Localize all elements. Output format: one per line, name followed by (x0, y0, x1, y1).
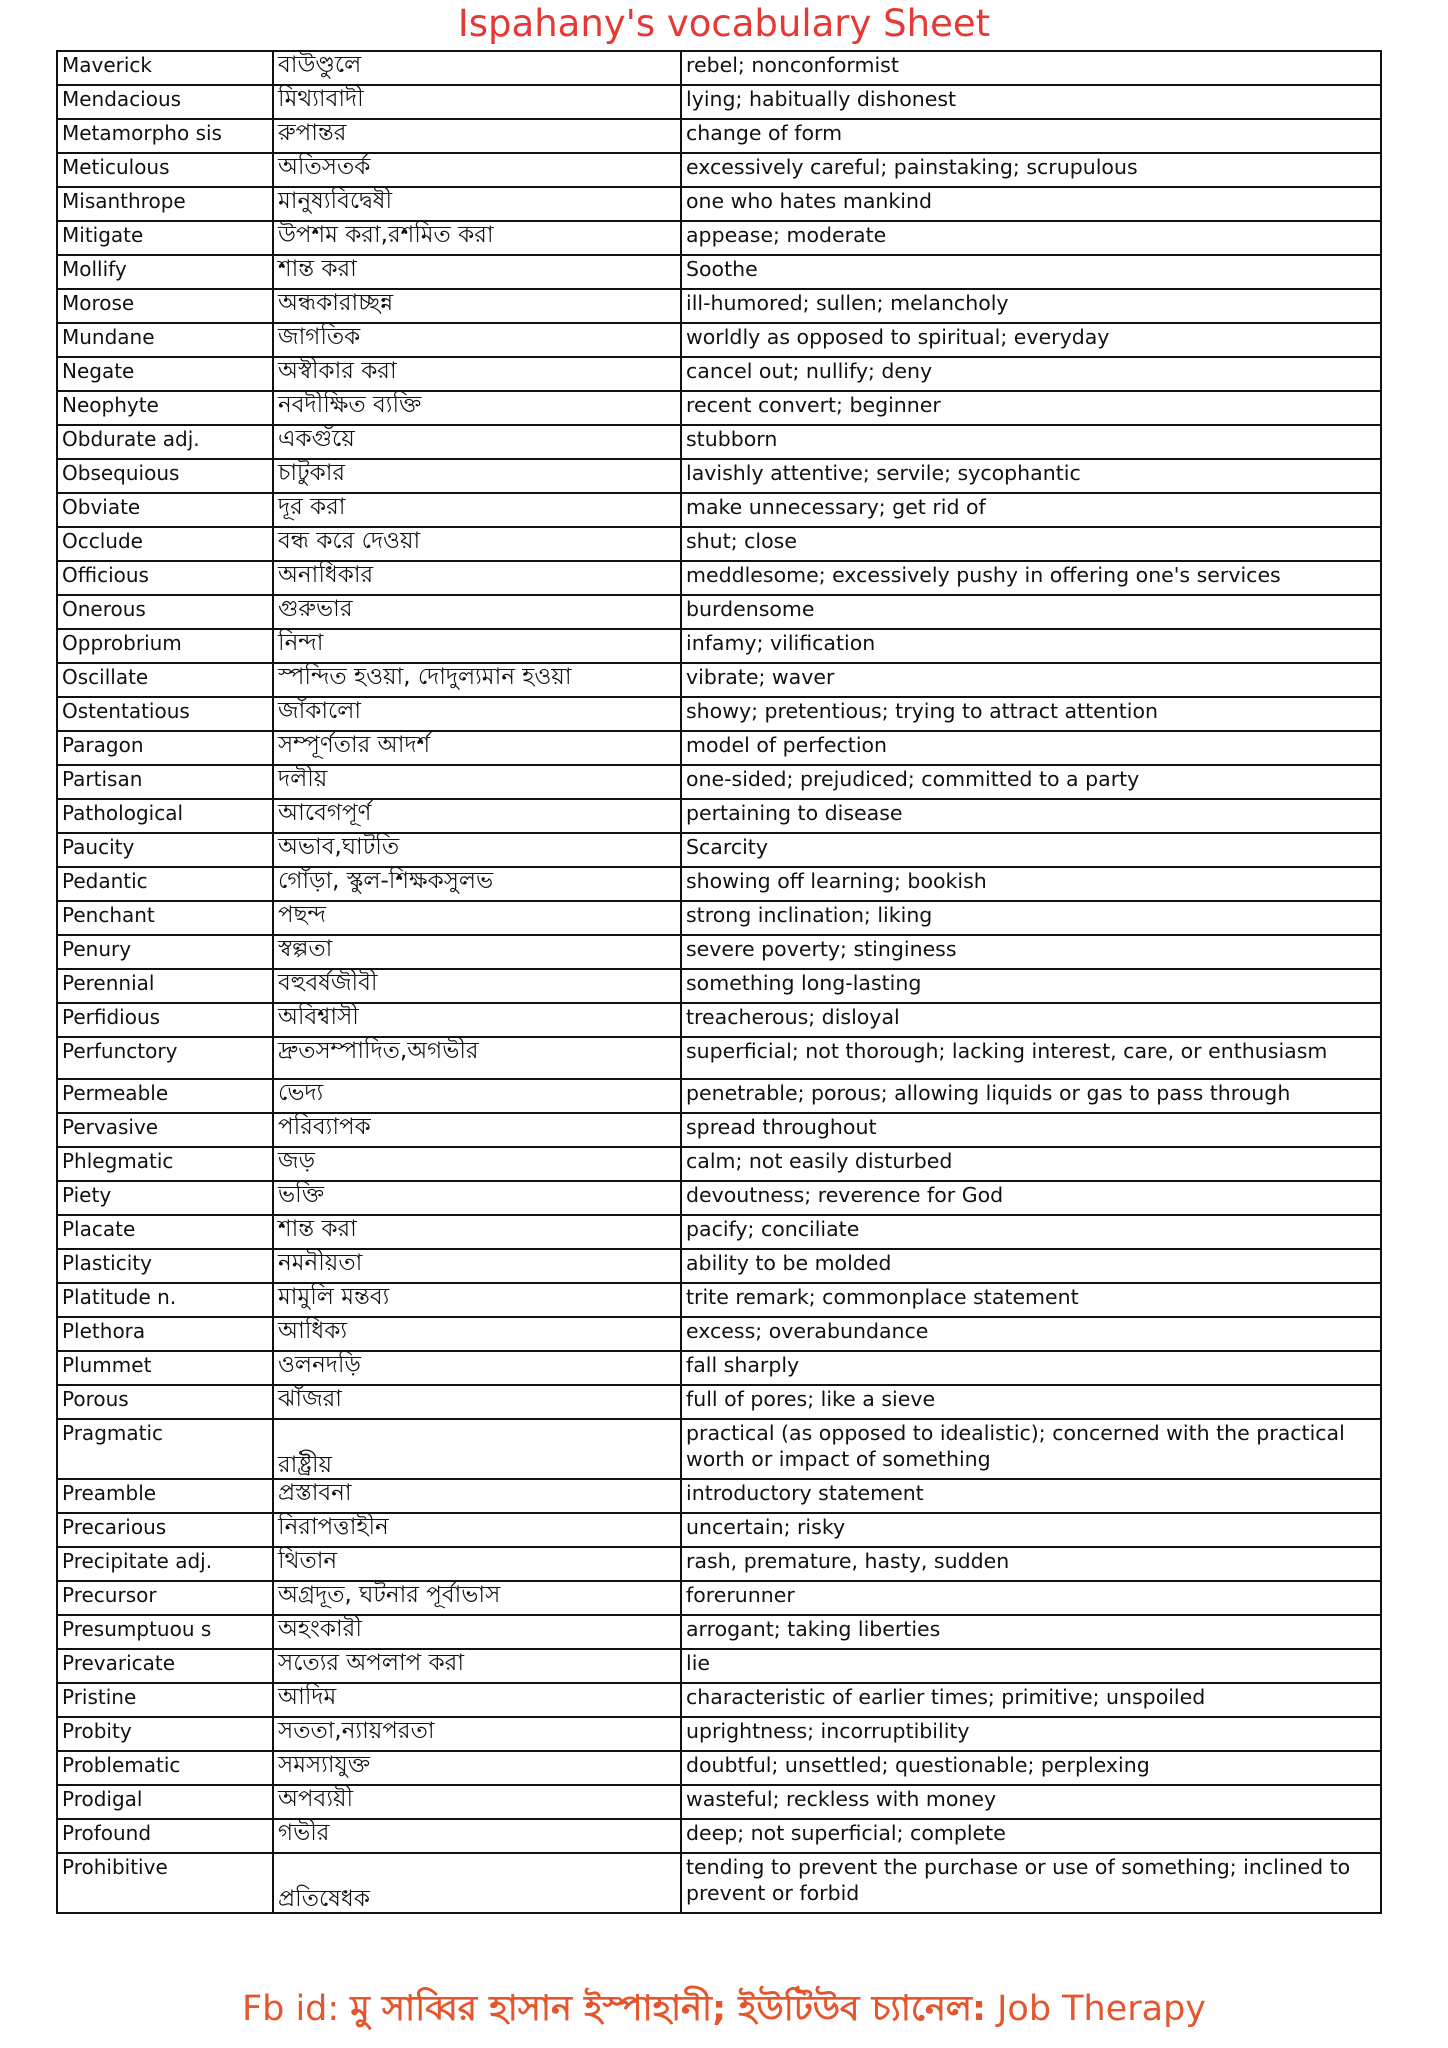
table-row (57, 1649, 1381, 1683)
bangla-meaning-cell: স্পন্দিত হওয়া, দোদুল্যমান হওয়া (273, 663, 681, 697)
table-row (57, 1113, 1381, 1147)
english-meaning-cell: rash, premature, hasty, sudden (681, 1547, 1381, 1581)
word-cell: Prodigal (57, 1785, 273, 1819)
word-cell: Neophyte (57, 391, 273, 425)
table-row (57, 1037, 1381, 1079)
bangla-meaning-cell: অন্ধকারাচ্ছন্ন (273, 289, 681, 323)
word-cell: Presumptuou s (57, 1615, 273, 1649)
table-row (57, 697, 1381, 731)
english-meaning-cell: one who hates mankind (681, 187, 1381, 221)
bangla-meaning-cell: পছন্দ (273, 901, 681, 935)
english-meaning-cell: devoutness; reverence for God (681, 1181, 1381, 1215)
word-cell: Permeable (57, 1079, 273, 1113)
word-cell: Placate (57, 1215, 273, 1249)
table-row (57, 527, 1381, 561)
table-row (57, 629, 1381, 663)
word-cell: Morose (57, 289, 273, 323)
bangla-meaning-cell: আদিম (273, 1683, 681, 1717)
table-row (57, 493, 1381, 527)
english-meaning-cell: excessively careful; painstaking; scrupulous (681, 153, 1381, 187)
word-cell: Paragon (57, 731, 273, 765)
english-meaning-cell: model of perfection (681, 731, 1381, 765)
english-meaning-cell: Scarcity (681, 833, 1381, 867)
bangla-meaning-cell: অপব্যয়ী (273, 1785, 681, 1819)
english-meaning-cell: rebel; nonconformist (681, 51, 1381, 85)
english-meaning-cell: something long-lasting (681, 969, 1381, 1003)
english-meaning-cell: strong inclination; liking (681, 901, 1381, 935)
bangla-meaning-cell: আবেগপূর্ণ (273, 799, 681, 833)
english-meaning-cell: lavishly attentive; servile; sycophantic (681, 459, 1381, 493)
table-row (57, 901, 1381, 935)
bangla-meaning-cell: দ্রুতসম্পাদিত,অগভীর (273, 1037, 681, 1079)
english-meaning-cell: spread throughout (681, 1113, 1381, 1147)
table-row (57, 1581, 1381, 1615)
word-cell: Phlegmatic (57, 1147, 273, 1181)
bangla-meaning-cell: অতিসতর্ক (273, 153, 681, 187)
english-meaning-cell: showing off learning; bookish (681, 867, 1381, 901)
english-meaning-cell: excess; overabundance (681, 1317, 1381, 1351)
table-row (57, 1147, 1381, 1181)
table-row (57, 561, 1381, 595)
word-cell: Profound (57, 1819, 273, 1853)
english-meaning-cell: lying; habitually dishonest (681, 85, 1381, 119)
english-meaning-cell: one-sided; prejudiced; committed to a party (681, 765, 1381, 799)
english-meaning-cell: wasteful; reckless with money (681, 1785, 1381, 1819)
word-cell: Officious (57, 561, 273, 595)
word-cell: Meticulous (57, 153, 273, 187)
english-meaning-cell: appease; moderate (681, 221, 1381, 255)
bangla-meaning-cell: গোঁড়া, স্কুল-শিক্ষকসুলভ (273, 867, 681, 901)
table-row (57, 1351, 1381, 1385)
word-cell: Paucity (57, 833, 273, 867)
english-meaning-cell: practical (as opposed to idealistic); concerned with the practical worth or impact of something (681, 1419, 1381, 1479)
word-cell: Onerous (57, 595, 273, 629)
table-row (57, 221, 1381, 255)
footer-author-name: মু সাব্বির হাসান ইস্পাহানী; ইউটিউব চ্যানেল: (350, 1989, 986, 2029)
table-row (57, 1419, 1381, 1479)
footer-credit (0, 1985, 1448, 2033)
table-row (57, 187, 1381, 221)
bangla-meaning-cell: বাউণ্ডুলে (273, 51, 681, 85)
english-meaning-cell: severe poverty; stinginess (681, 935, 1381, 969)
word-cell: Precursor (57, 1581, 273, 1615)
bangla-meaning-cell: অস্বীকার করা (273, 357, 681, 391)
table-row (57, 595, 1381, 629)
bangla-meaning-cell: ওলনদড়ি (273, 1351, 681, 1385)
bangla-meaning-cell: জড় (273, 1147, 681, 1181)
word-cell: Perfidious (57, 1003, 273, 1037)
word-cell: Mendacious (57, 85, 273, 119)
word-cell: Maverick (57, 51, 273, 85)
english-meaning-cell: penetrable; porous; allowing liquids or gas to pass through (681, 1079, 1381, 1113)
word-cell: Plethora (57, 1317, 273, 1351)
table-row (57, 833, 1381, 867)
table-row (57, 765, 1381, 799)
bangla-meaning-cell: প্রস্তাবনা (273, 1479, 681, 1513)
bangla-meaning-cell: নিন্দা (273, 629, 681, 663)
table-row (57, 119, 1381, 153)
english-meaning-cell: pertaining to disease (681, 799, 1381, 833)
word-cell: Problematic (57, 1751, 273, 1785)
table-row (57, 459, 1381, 493)
word-cell: Preamble (57, 1479, 273, 1513)
table-row (57, 1283, 1381, 1317)
english-meaning-cell: doubtful; unsettled; questionable; perplexing (681, 1751, 1381, 1785)
bangla-meaning-cell: ঝাঁজরা (273, 1385, 681, 1419)
word-cell: Pathological (57, 799, 273, 833)
english-meaning-cell: infamy; vilification (681, 629, 1381, 663)
word-cell: Mundane (57, 323, 273, 357)
english-meaning-cell: deep; not superficial; complete (681, 1819, 1381, 1853)
bangla-meaning-cell: প্রতিষেধক (273, 1853, 681, 1913)
english-meaning-cell: ability to be molded (681, 1249, 1381, 1283)
english-meaning-cell: introductory statement (681, 1479, 1381, 1513)
word-cell: Opprobrium (57, 629, 273, 663)
bangla-meaning-cell: একগুঁয়ে (273, 425, 681, 459)
table-row (57, 1385, 1381, 1419)
english-meaning-cell: shut; close (681, 527, 1381, 561)
english-meaning-cell: Soothe (681, 255, 1381, 289)
english-meaning-cell: fall sharply (681, 1351, 1381, 1385)
bangla-meaning-cell: রাষ্ট্রীয় (273, 1419, 681, 1479)
table-row (57, 799, 1381, 833)
english-meaning-cell: stubborn (681, 425, 1381, 459)
bangla-meaning-cell: দূর করা (273, 493, 681, 527)
bangla-meaning-cell: বন্ধ করে দেওয়া (273, 527, 681, 561)
table-row (57, 1003, 1381, 1037)
word-cell: Obdurate adj. (57, 425, 273, 459)
english-meaning-cell: pacify; conciliate (681, 1215, 1381, 1249)
table-row (57, 357, 1381, 391)
table-row (57, 1547, 1381, 1581)
table-row (57, 935, 1381, 969)
vocabulary-table-body (57, 51, 1381, 1913)
word-cell: Plasticity (57, 1249, 273, 1283)
english-meaning-cell: worldly as opposed to spiritual; everyday (681, 323, 1381, 357)
table-row (57, 1079, 1381, 1113)
bangla-meaning-cell: অবিশ্বাসী (273, 1003, 681, 1037)
word-cell: Probity (57, 1717, 273, 1751)
bangla-meaning-cell: মামুলি মন্তব্য (273, 1283, 681, 1317)
bangla-meaning-cell: জাগতিক (273, 323, 681, 357)
bangla-meaning-cell: জাঁকালো (273, 697, 681, 731)
english-meaning-cell: trite remark; commonplace statement (681, 1283, 1381, 1317)
word-cell: Negate (57, 357, 273, 391)
word-cell: Pragmatic (57, 1419, 273, 1479)
bangla-meaning-cell: অনাধিকার (273, 561, 681, 595)
table-row (57, 85, 1381, 119)
table-row (57, 663, 1381, 697)
english-meaning-cell: cancel out; nullify; deny (681, 357, 1381, 391)
bangla-meaning-cell: গভীর (273, 1819, 681, 1853)
table-row (57, 153, 1381, 187)
word-cell: Plummet (57, 1351, 273, 1385)
word-cell: Piety (57, 1181, 273, 1215)
bangla-meaning-cell: মানুষ্যবিদ্বেষী (273, 187, 681, 221)
bangla-meaning-cell: রুপান্তর (273, 119, 681, 153)
word-cell: Metamorpho sis (57, 119, 273, 153)
word-cell: Perennial (57, 969, 273, 1003)
table-row (57, 425, 1381, 459)
english-meaning-cell: characteristic of earlier times; primitive; unspoiled (681, 1683, 1381, 1717)
word-cell: Prevaricate (57, 1649, 273, 1683)
word-cell: Pristine (57, 1683, 273, 1717)
bangla-meaning-cell: নবদীক্ষিত ব্যক্তি (273, 391, 681, 425)
word-cell: Mitigate (57, 221, 273, 255)
word-cell: Partisan (57, 765, 273, 799)
bangla-meaning-cell: চাটুকার (273, 459, 681, 493)
english-meaning-cell: treacherous; disloyal (681, 1003, 1381, 1037)
table-row (57, 1819, 1381, 1853)
english-meaning-cell: vibrate; waver (681, 663, 1381, 697)
table-row (57, 1853, 1381, 1913)
word-cell: Ostentatious (57, 697, 273, 731)
english-meaning-cell: change of form (681, 119, 1381, 153)
word-cell: Penury (57, 935, 273, 969)
table-row (57, 731, 1381, 765)
bangla-meaning-cell: অগ্রদূত, ঘটনার পূর্বাভাস (273, 1581, 681, 1615)
table-row (57, 323, 1381, 357)
table-row (57, 969, 1381, 1003)
footer-prefix: Fb id: (241, 1989, 351, 2029)
table-row (57, 51, 1381, 85)
bangla-meaning-cell: সমস্যাযুক্ত (273, 1751, 681, 1785)
bangla-meaning-cell: অভাব,ঘাটতি (273, 833, 681, 867)
bangla-meaning-cell: দলীয় (273, 765, 681, 799)
bangla-meaning-cell: শান্ত করা (273, 255, 681, 289)
table-row (57, 289, 1381, 323)
table-row (57, 1513, 1381, 1547)
english-meaning-cell: showy; pretentious; trying to attract attention (681, 697, 1381, 731)
bangla-meaning-cell: উপশম করা,রশমিত করা (273, 221, 681, 255)
english-meaning-cell: recent convert; beginner (681, 391, 1381, 425)
word-cell: Precarious (57, 1513, 273, 1547)
bangla-meaning-cell: অহংকারী (273, 1615, 681, 1649)
english-meaning-cell: tending to prevent the purchase or use of something; inclined to prevent or forbid (681, 1853, 1381, 1913)
english-meaning-cell: calm; not easily disturbed (681, 1147, 1381, 1181)
table-row (57, 1615, 1381, 1649)
english-meaning-cell: meddlesome; excessively pushy in offering one's services (681, 561, 1381, 595)
word-cell: Perfunctory (57, 1037, 273, 1079)
bangla-meaning-cell: মিথ্যাবাদী (273, 85, 681, 119)
table-row (57, 1479, 1381, 1513)
bangla-meaning-cell: নমনীয়তা (273, 1249, 681, 1283)
bangla-meaning-cell: গুরুভার (273, 595, 681, 629)
word-cell: Platitude n. (57, 1283, 273, 1317)
bangla-meaning-cell: ভক্তি (273, 1181, 681, 1215)
english-meaning-cell: forerunner (681, 1581, 1381, 1615)
bangla-meaning-cell: থিতান (273, 1547, 681, 1581)
table-row (57, 1717, 1381, 1751)
table-row (57, 391, 1381, 425)
word-cell: Mollify (57, 255, 273, 289)
english-meaning-cell: burdensome (681, 595, 1381, 629)
word-cell: Porous (57, 1385, 273, 1419)
english-meaning-cell: ill-humored; sullen; melancholy (681, 289, 1381, 323)
bangla-meaning-cell: শান্ত করা (273, 1215, 681, 1249)
english-meaning-cell: lie (681, 1649, 1381, 1683)
word-cell: Obviate (57, 493, 273, 527)
table-row (57, 1751, 1381, 1785)
bangla-meaning-cell: ভেদ্য (273, 1079, 681, 1113)
vocabulary-table (56, 50, 1382, 1914)
english-meaning-cell: make unnecessary; get rid of (681, 493, 1381, 527)
table-row (57, 1181, 1381, 1215)
bangla-meaning-cell: আধিক্য (273, 1317, 681, 1351)
word-cell: Pervasive (57, 1113, 273, 1147)
english-meaning-cell: uncertain; risky (681, 1513, 1381, 1547)
english-meaning-cell: uprightness; incorruptibility (681, 1717, 1381, 1751)
word-cell: Prohibitive (57, 1853, 273, 1913)
english-meaning-cell: full of pores; like a sieve (681, 1385, 1381, 1419)
table-row (57, 1785, 1381, 1819)
word-cell: Obsequious (57, 459, 273, 493)
word-cell: Penchant (57, 901, 273, 935)
table-row (57, 1249, 1381, 1283)
english-meaning-cell: arrogant; taking liberties (681, 1615, 1381, 1649)
bangla-meaning-cell: স্বল্পতা (273, 935, 681, 969)
sheet-title: Ispahany's vocabulary Sheet (457, 2, 991, 45)
word-cell: Misanthrope (57, 187, 273, 221)
bangla-meaning-cell: পরিব্যাপক (273, 1113, 681, 1147)
bangla-meaning-cell: নিরাপত্তাহীন (273, 1513, 681, 1547)
word-cell: Precipitate adj. (57, 1547, 273, 1581)
table-row (57, 1215, 1381, 1249)
table-row (57, 867, 1381, 901)
bangla-meaning-cell: সম্পূর্ণতার আদর্শ (273, 731, 681, 765)
table-row (57, 1683, 1381, 1717)
table-row (57, 255, 1381, 289)
footer-channel-name: Job Therapy (985, 1989, 1207, 2029)
word-cell: Oscillate (57, 663, 273, 697)
bangla-meaning-cell: সততা,ন্যায়পরতা (273, 1717, 681, 1751)
word-cell: Occlude (57, 527, 273, 561)
word-cell: Pedantic (57, 867, 273, 901)
table-row (57, 1317, 1381, 1351)
english-meaning-cell: superficial; not thorough; lacking interest, care, or enthusiasm (681, 1037, 1381, 1079)
bangla-meaning-cell: সত্যের অপলাপ করা (273, 1649, 681, 1683)
bangla-meaning-cell: বহুবর্ষজীবী (273, 969, 681, 1003)
